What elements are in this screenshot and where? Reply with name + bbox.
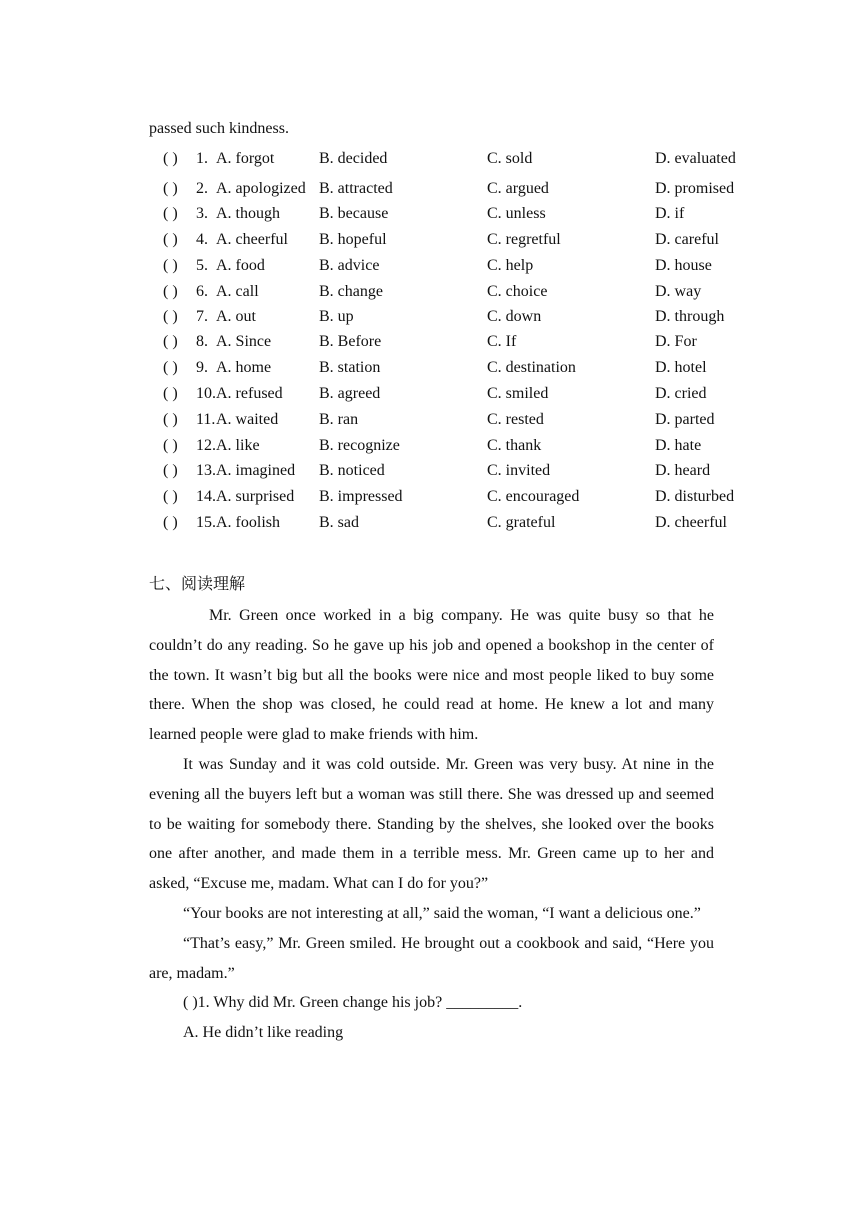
option-a: A. home <box>216 359 272 376</box>
question-row <box>0 179 860 199</box>
option-b: B. station <box>319 359 381 376</box>
option-b: B. up <box>319 308 354 325</box>
question-number: 11. <box>196 411 216 428</box>
question-number: 7. <box>196 308 208 325</box>
question-number: 2. <box>196 180 208 197</box>
option-b: B. recognize <box>319 437 400 454</box>
question-row <box>0 282 860 302</box>
option-c: C. If <box>487 333 517 350</box>
reading-option-a: A. He didn’t like reading <box>183 1024 344 1042</box>
question-row <box>0 332 860 352</box>
option-c: C. help <box>487 257 534 274</box>
question-row <box>0 384 860 404</box>
option-a: A. food <box>216 257 265 274</box>
answer-blank: ( ) <box>163 308 178 325</box>
option-a: A. imagined <box>216 462 296 479</box>
option-b: B. ran <box>319 411 359 428</box>
passage-paragraph: “Your books are not interesting at all,” said the woman, “I want a delicious one.” <box>183 904 701 922</box>
reading-question: ( )1. Why did Mr. Green change his job? _________. <box>183 994 523 1012</box>
answer-blank: ( ) <box>163 514 178 531</box>
option-c: C. choice <box>487 283 548 300</box>
option-d: D. For <box>655 333 697 350</box>
option-c: C. down <box>487 308 542 325</box>
answer-blank: ( ) <box>163 180 178 197</box>
option-a: A. call <box>216 283 259 300</box>
option-b: B. agreed <box>319 385 381 402</box>
answer-blank: ( ) <box>163 462 178 479</box>
option-c: C. smiled <box>487 385 549 402</box>
option-c: C. rested <box>487 411 544 428</box>
option-c: C. destination <box>487 359 576 376</box>
answer-blank: ( ) <box>163 359 178 376</box>
option-b: B. advice <box>319 257 380 274</box>
option-a: A. Since <box>216 333 272 350</box>
option-a: A. out <box>216 308 256 325</box>
option-d: D. promised <box>655 180 735 197</box>
option-a: A. foolish <box>216 514 280 531</box>
option-c: C. unless <box>487 205 546 222</box>
option-a: A. like <box>216 437 260 454</box>
question-row <box>0 513 860 533</box>
question-row <box>0 487 860 507</box>
option-b: B. because <box>319 205 389 222</box>
answer-blank: ( ) <box>163 411 178 428</box>
question-number: 12. <box>196 437 216 454</box>
question-number: 14. <box>196 488 216 505</box>
question-row <box>0 410 860 430</box>
option-a: A. cheerful <box>216 231 288 248</box>
option-b: B. decided <box>319 150 388 167</box>
section-title: 七、阅读理解 <box>149 574 246 593</box>
answer-blank: ( ) <box>163 437 178 454</box>
option-d: D. cried <box>655 385 707 402</box>
option-b: B. Before <box>319 333 382 350</box>
option-b: B. sad <box>319 514 359 531</box>
question-number: 5. <box>196 257 208 274</box>
option-b: B. hopeful <box>319 231 387 248</box>
option-d: D. hate <box>655 437 702 454</box>
option-a: A. refused <box>216 385 283 402</box>
question-number: 8. <box>196 333 208 350</box>
option-c: C. regretful <box>487 231 561 248</box>
question-row <box>0 461 860 481</box>
question-number: 13. <box>196 462 216 479</box>
question-number: 4. <box>196 231 208 248</box>
passage-paragraph: “That’s easy,” Mr. Green smiled. He brought out a cookbook and said, “Here you are, madam.” <box>149 934 714 982</box>
question-row <box>0 358 860 378</box>
answer-blank: ( ) <box>163 333 178 350</box>
option-a: A. surprised <box>216 488 295 505</box>
option-d: D. careful <box>655 231 719 248</box>
option-c: C. grateful <box>487 514 556 531</box>
answer-blank: ( ) <box>163 488 178 505</box>
option-d: D. disturbed <box>655 488 735 505</box>
option-b: B. impressed <box>319 488 403 505</box>
answer-blank: ( ) <box>163 150 178 167</box>
option-d: D. cheerful <box>655 514 727 531</box>
option-d: D. heard <box>655 462 711 479</box>
option-a: A. forgot <box>216 150 275 167</box>
answer-blank: ( ) <box>163 205 178 222</box>
question-number: 15. <box>196 514 216 531</box>
question-number: 10. <box>196 385 216 402</box>
answer-blank: ( ) <box>163 385 178 402</box>
option-d: D. way <box>655 283 702 300</box>
question-row <box>0 149 860 169</box>
option-d: D. house <box>655 257 712 274</box>
answer-blank: ( ) <box>163 257 178 274</box>
reading-passage <box>149 601 714 1048</box>
option-b: B. noticed <box>319 462 385 479</box>
option-d: D. through <box>655 308 725 325</box>
option-c: C. invited <box>487 462 551 479</box>
option-d: D. parted <box>655 411 715 428</box>
option-d: D. if <box>655 205 685 222</box>
question-row <box>0 307 860 327</box>
question-number: 6. <box>196 283 208 300</box>
option-b: B. change <box>319 283 383 300</box>
lead-line: passed such kindness. <box>149 120 289 137</box>
question-number: 3. <box>196 205 208 222</box>
option-c: C. thank <box>487 437 542 454</box>
passage-paragraph: It was Sunday and it was cold outside. Mr. Green was very busy. At nine in the evening all the buyers left but a woman was still there. She was dressed up and seemed to be waiting for somebody there. Standing by the shelves, she looked over the books one after another, and made them in a terrible mess. Mr. Green came up to her and asked, “Excuse me, madam. What can I do for you?” <box>149 755 714 893</box>
question-number: 9. <box>196 359 208 376</box>
option-c: C. sold <box>487 150 533 167</box>
option-b: B. attracted <box>319 180 393 197</box>
answer-blank: ( ) <box>163 283 178 300</box>
option-a: A. waited <box>216 411 279 428</box>
option-d: D. hotel <box>655 359 707 376</box>
option-c: C. argued <box>487 180 549 197</box>
option-d: D. evaluated <box>655 150 736 167</box>
answer-blank: ( ) <box>163 231 178 248</box>
option-a: A. apologized <box>216 180 306 197</box>
option-a: A. though <box>216 205 280 222</box>
passage-paragraph: Mr. Green once worked in a big company. He was quite busy so that he couldn’t do any reading. So he gave up his job and opened a bookshop in the center of the town. It wasn’t big but all the books were nice and most people liked to buy some there. When the shop was closed, he could read at home. He knew a lot and many learned people were glad to make friends with him. <box>149 607 714 744</box>
question-number: 1. <box>196 150 208 167</box>
question-row <box>0 256 860 276</box>
question-row <box>0 204 860 224</box>
question-row <box>0 436 860 456</box>
option-c: C. encouraged <box>487 488 580 505</box>
question-row <box>0 230 860 250</box>
